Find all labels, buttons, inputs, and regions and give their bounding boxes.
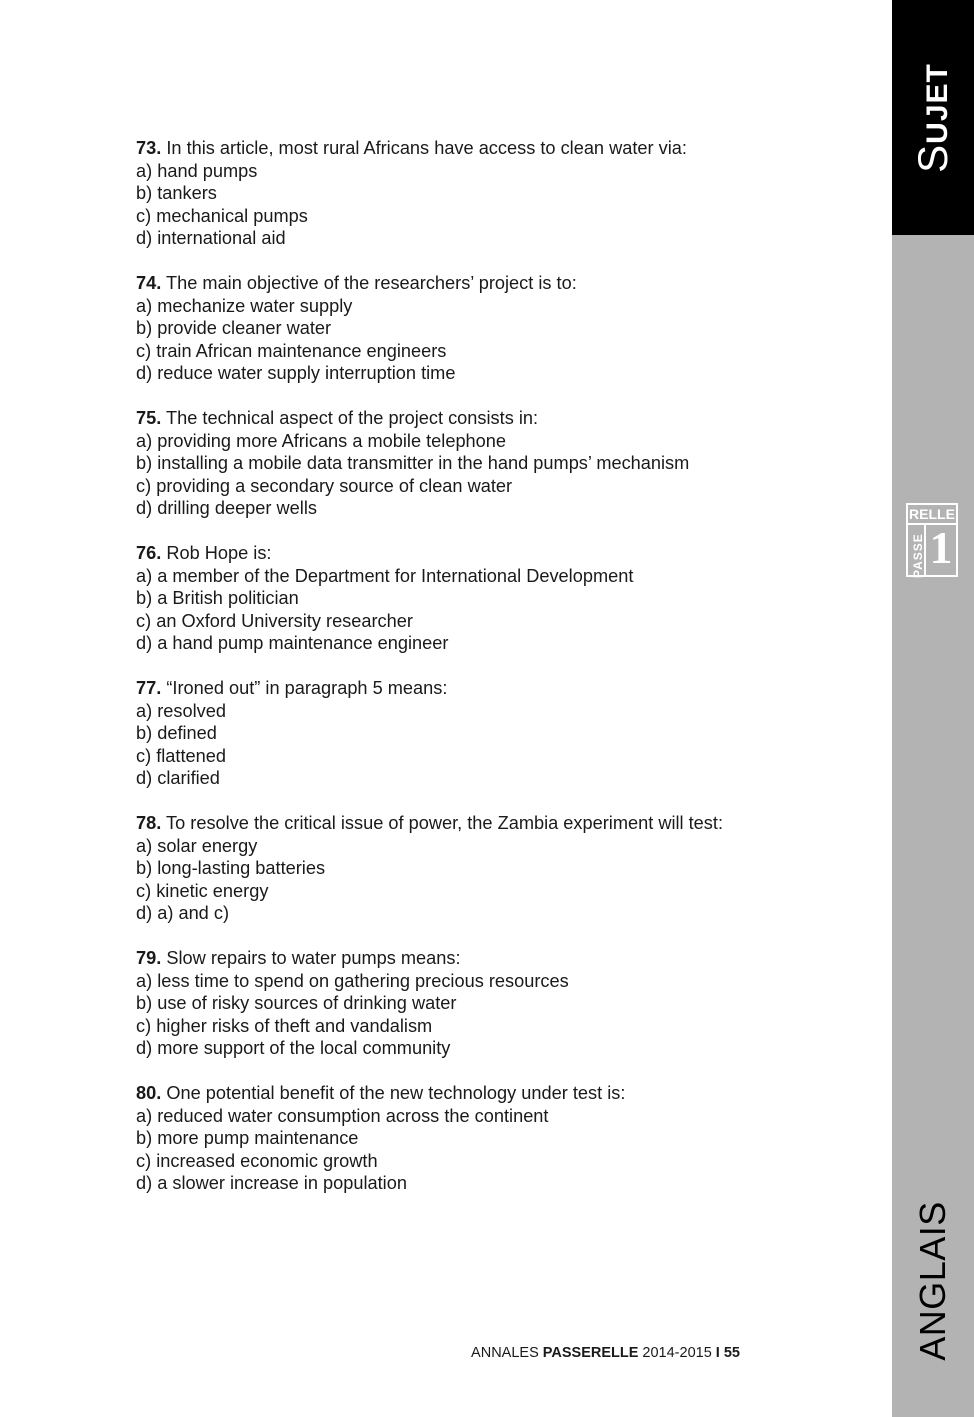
question-stem: Rob Hope is: bbox=[161, 543, 272, 563]
subject-label: ANGLAIS bbox=[912, 1201, 953, 1361]
answer-option: a) hand pumps bbox=[136, 160, 258, 181]
sidebar bbox=[892, 0, 974, 1417]
answer-option: c) higher risks of theft and vandalism bbox=[136, 1015, 433, 1036]
answer-option: a) mechanize water supply bbox=[136, 295, 353, 316]
question-75 bbox=[136, 407, 866, 520]
question-text bbox=[136, 542, 866, 565]
answer-option: d) a slower increase in population bbox=[136, 1173, 407, 1193]
answer-option: d) a hand pump maintenance engineer bbox=[136, 633, 449, 653]
answer-option: c) train African maintenance engineers bbox=[136, 340, 447, 361]
question-number: 74. bbox=[136, 273, 162, 293]
answer-option: c) providing a secondary source of clean water bbox=[136, 475, 513, 496]
answer-option: b) tankers bbox=[136, 183, 217, 203]
answer-option: a) providing more Africans a mobile telephone bbox=[136, 430, 507, 451]
question-number: 78. bbox=[136, 813, 162, 833]
question-text bbox=[136, 947, 866, 970]
footer-prefix: ANNALES bbox=[471, 1345, 543, 1361]
question-74 bbox=[136, 272, 866, 385]
question-text bbox=[136, 407, 866, 430]
answer-option: c) mechanical pumps bbox=[136, 205, 308, 226]
question-text bbox=[136, 137, 866, 160]
answer-option: b) installing a mobile data transmitter in the hand pumps’ mechanism bbox=[136, 453, 690, 473]
question-stem: In this article, most rural Africans have access to clean water via: bbox=[161, 138, 687, 158]
answer-option: d) clarified bbox=[136, 768, 220, 788]
question-text bbox=[136, 812, 866, 835]
answer-option: c) flattened bbox=[136, 745, 226, 766]
logo-top-text: RELLE bbox=[908, 505, 956, 525]
answer-option: c) an Oxford University researcher bbox=[136, 610, 413, 631]
section-label-cap: S bbox=[909, 143, 956, 173]
answer-option: c) kinetic energy bbox=[136, 880, 269, 901]
answer-option: a) less time to spend on gathering precious resources bbox=[136, 970, 569, 991]
question-stem: To resolve the critical issue of power, the Zambia experiment will test: bbox=[161, 813, 723, 833]
passerelle-logo bbox=[906, 503, 958, 577]
question-stem: Slow repairs to water pumps means: bbox=[161, 948, 461, 968]
logo-side-text: PASSE bbox=[911, 533, 925, 578]
question-number: 77. bbox=[136, 678, 162, 698]
question-list bbox=[136, 137, 866, 1217]
question-number: 75. bbox=[136, 408, 162, 428]
section-label-rest: UJET bbox=[921, 63, 954, 144]
answer-option: b) long-lasting batteries bbox=[136, 858, 326, 878]
logo-number: 1 bbox=[929, 522, 953, 573]
question-number: 79. bbox=[136, 948, 162, 968]
question-number: 73. bbox=[136, 138, 162, 158]
question-79 bbox=[136, 947, 866, 1060]
question-78 bbox=[136, 812, 866, 925]
answer-option: a) a member of the Department for International Development bbox=[136, 565, 634, 586]
answer-option: b) use of risky sources of drinking water bbox=[136, 993, 457, 1013]
answer-option: d) a) and c) bbox=[136, 903, 229, 923]
section-tab bbox=[892, 0, 974, 235]
question-stem: The main objective of the researchers’ project is to: bbox=[161, 273, 577, 293]
section-label bbox=[909, 63, 957, 173]
answer-option: d) drilling deeper wells bbox=[136, 498, 317, 518]
page-number: 55 bbox=[719, 1345, 740, 1361]
question-stem: One potential benefit of the new technology under test is: bbox=[161, 1083, 626, 1103]
page-footer bbox=[471, 1344, 740, 1362]
question-stem: The technical aspect of the project consists in: bbox=[161, 408, 539, 428]
answer-option: b) a British politician bbox=[136, 588, 299, 608]
answer-option: b) defined bbox=[136, 723, 217, 743]
question-80 bbox=[136, 1082, 866, 1195]
answer-option: d) more support of the local community bbox=[136, 1038, 451, 1058]
footer-year: 2014-2015 bbox=[638, 1345, 716, 1361]
answer-option: b) more pump maintenance bbox=[136, 1128, 359, 1148]
question-number: 76. bbox=[136, 543, 162, 563]
question-77 bbox=[136, 677, 866, 790]
answer-option: a) resolved bbox=[136, 700, 226, 721]
footer-brand: PASSERELLE bbox=[542, 1345, 639, 1361]
answer-option: d) reduce water supply interruption time bbox=[136, 363, 456, 383]
answer-option: b) provide cleaner water bbox=[136, 318, 332, 338]
answer-option: c) increased economic growth bbox=[136, 1150, 378, 1171]
answer-option: a) reduced water consumption across the continent bbox=[136, 1105, 549, 1126]
question-text bbox=[136, 272, 866, 295]
question-stem: “Ironed out” in paragraph 5 means: bbox=[161, 678, 448, 698]
question-73 bbox=[136, 137, 866, 250]
question-76 bbox=[136, 542, 866, 655]
footer-separator: I bbox=[715, 1345, 720, 1361]
answer-option: d) international aid bbox=[136, 228, 286, 248]
question-number: 80. bbox=[136, 1083, 162, 1103]
question-text bbox=[136, 677, 866, 700]
question-text bbox=[136, 1082, 866, 1105]
answer-option: a) solar energy bbox=[136, 835, 258, 856]
